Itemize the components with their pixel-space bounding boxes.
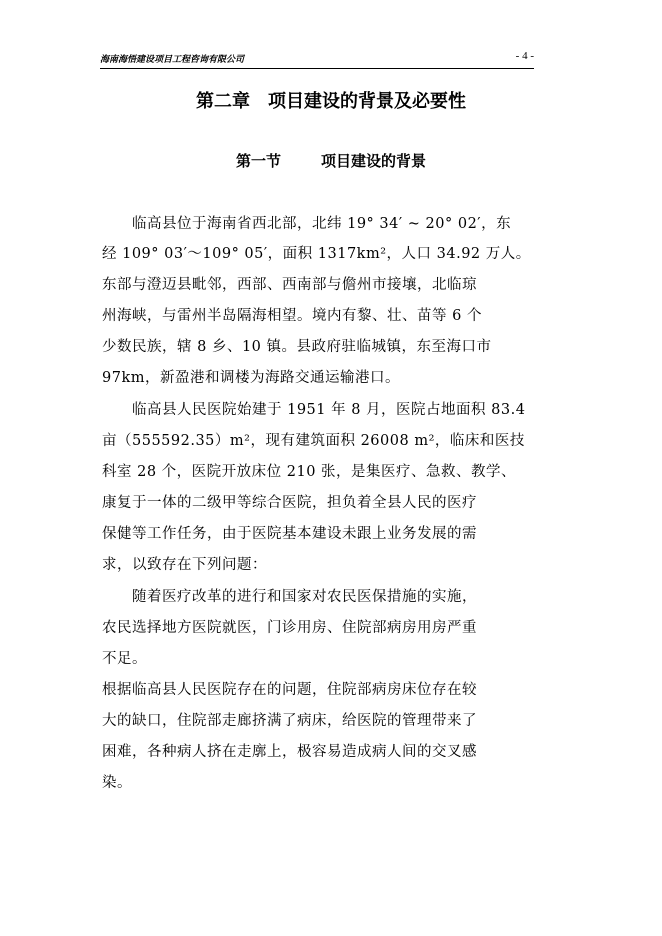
body-line: 染。 (102, 775, 132, 791)
section-title: 项目建设的背景 (321, 152, 427, 170)
body-line: 州海峡，与雷州半岛隔海相望。境内有黎、壮、苗等 6 个 (102, 308, 482, 324)
body-line: 97km，新盈港和调楼为海路交通运输港口。 (102, 370, 400, 386)
body-line: 大的缺口，住院部走廊挤满了病床，给医院的管理带来了 (102, 713, 477, 729)
body-line: 困难，各种病人挤在走廓上，极容易造成病人间的交叉感 (102, 744, 477, 760)
chapter-number: 第二章 (196, 91, 250, 112)
body-line: 科室 28 个，医院开放床位 210 张，是集医疗、急救、教学、 (102, 464, 517, 480)
body-line: 不足。 (102, 651, 147, 667)
body-line: 随着医疗改革的进行和国家对农民医保措施的实施， (132, 589, 477, 605)
body-line: 求，以致存在下列问题： (102, 557, 267, 573)
body-line: 保健等工作任务，由于医院基本建设未跟上业务发展的需 (102, 526, 477, 542)
page-number: - 4 - (515, 50, 534, 62)
body-line: 经 109° 03′～109° 05′，面积 1317km²，人口 34.92 万人。 (102, 246, 531, 262)
body-line: 东部与澄迈县毗邻，西部、西南部与儋州市接壤，北临琼 (102, 277, 477, 293)
chapter-heading (0, 87, 662, 113)
company-name: 海南海悟建设项目工程咨询有限公司 (100, 55, 245, 65)
body-line: 亩（555592.35）m²，现有建筑面积 26008 m²，临床和医技 (102, 433, 525, 449)
body-line: 临高县位于海南省西北部，北纬 19° 34′ ~ 20° 02′，东 (132, 216, 512, 232)
body-line: 临高县人民医院始建于 1951 年 8 月，医院占地面积 83.4 (132, 402, 526, 418)
body-line: 根据临高县人民医院存在的问题，住院部病房床位存在较 (102, 682, 477, 698)
body-line: 农民选择地方医院就医，门诊用房、住院部病房用房严重 (102, 620, 477, 636)
body-line: 康复于一体的二级甲等综合医院，担负着全县人民的医疗 (102, 495, 477, 511)
section-heading (0, 150, 662, 171)
section-number: 第一节 (235, 152, 281, 170)
chapter-title: 项目建设的背景及必要性 (268, 91, 466, 112)
body-line: 少数民族，辖 8 乡、10 镇。县政府驻临城镇，东至海口市 (102, 339, 492, 355)
page-header (100, 50, 534, 69)
